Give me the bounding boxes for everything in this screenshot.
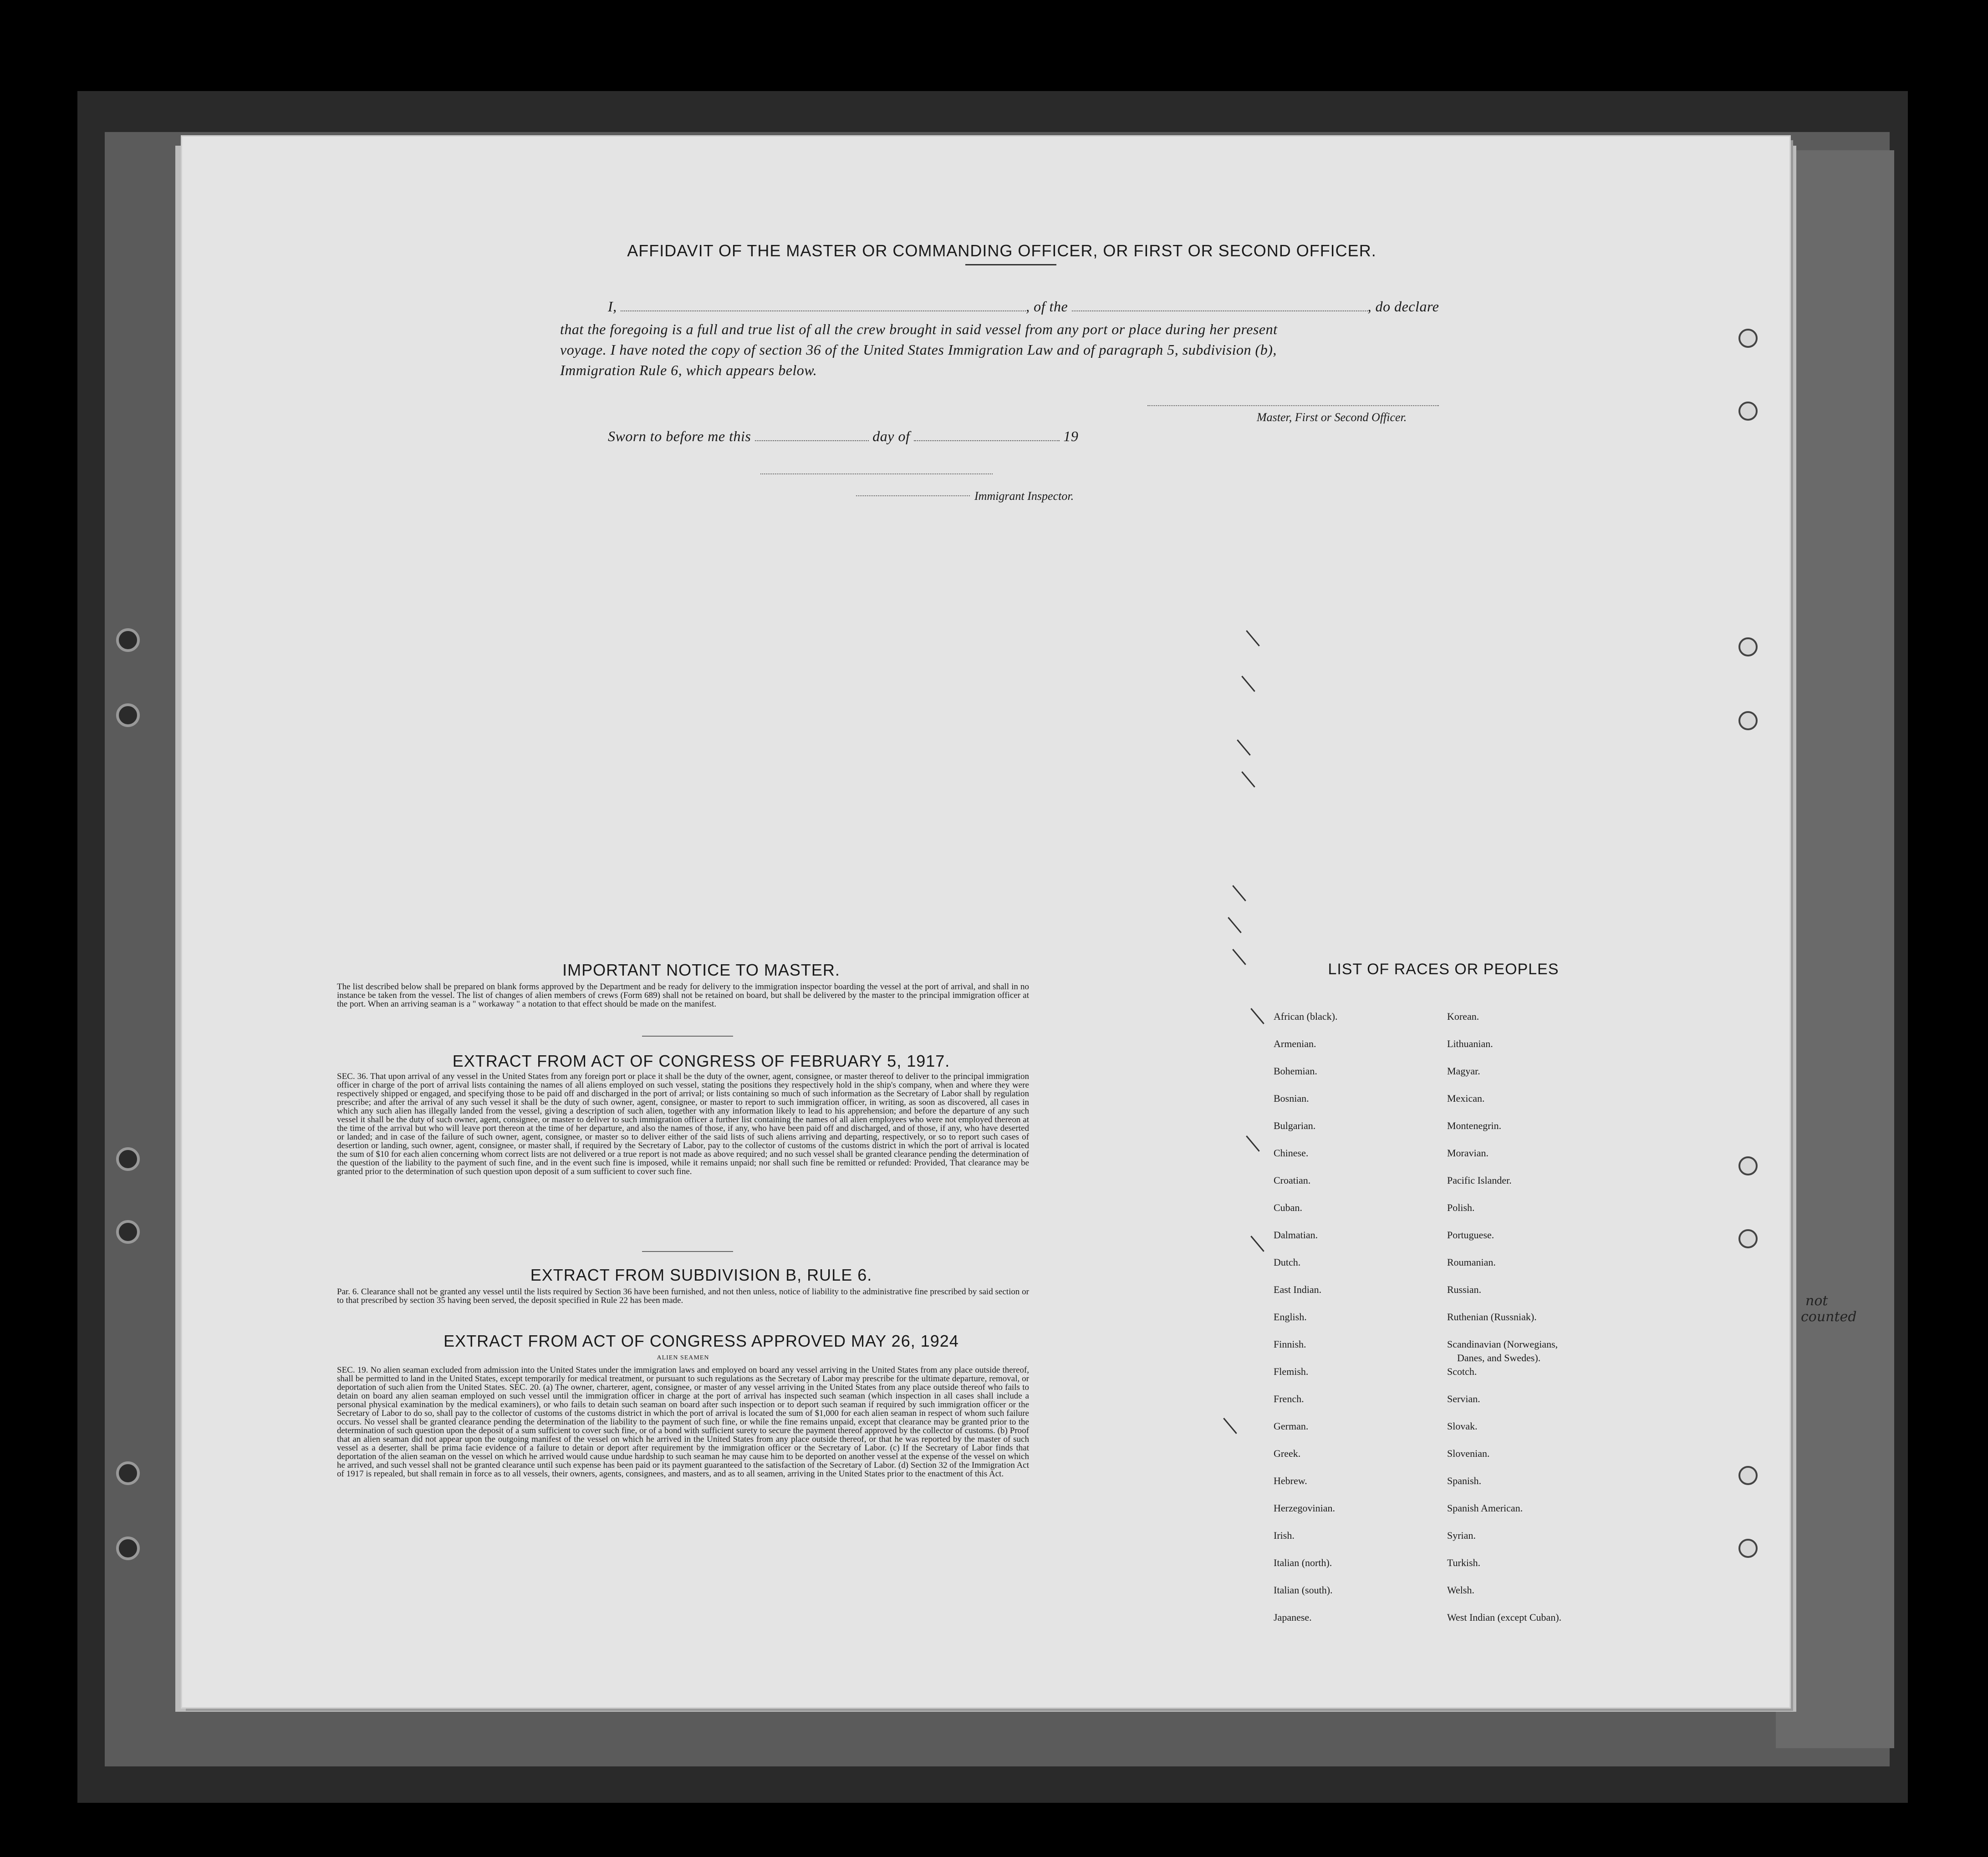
race-item: Bosnian.	[1274, 1093, 1309, 1104]
affidavit-of-the: , of the	[1026, 298, 1068, 315]
race-item: English.	[1274, 1311, 1307, 1323]
master-signature-line[interactable]	[1147, 405, 1439, 406]
binder-hole	[116, 1461, 140, 1485]
race-item: Scotch.	[1447, 1366, 1477, 1377]
rule6-body: Par. 6. Clearance shall not be granted any vessel until the lists required by Section 36 have been furnished, and not then unless, notice of liability to the administrative fine prescribed by said section or to that prescribed by section 35 having been served, the deposit specified in Rule 22 has been made.	[337, 1287, 1029, 1305]
race-item: Moravian.	[1447, 1147, 1489, 1159]
affidavit-title: AFFIDAVIT OF THE MASTER OR COMMANDING OFFICER, OR FIRST OR SECOND OFFICER.	[627, 241, 1376, 260]
affidavit-declare: , do declare	[1367, 298, 1439, 315]
master-name-field[interactable]	[621, 310, 1026, 311]
race-item: Roumanian.	[1447, 1257, 1496, 1268]
race-item: Flemish.	[1274, 1366, 1309, 1377]
race-item: Dutch.	[1274, 1257, 1301, 1268]
race-item: Turkish.	[1447, 1557, 1481, 1568]
race-item: Italian (south).	[1274, 1584, 1333, 1596]
race-item: Slovak.	[1447, 1420, 1478, 1432]
race-item: French.	[1274, 1393, 1304, 1404]
race-item: Korean.	[1447, 1011, 1479, 1022]
race-item: Bulgarian.	[1274, 1120, 1316, 1131]
sworn-day-of: day of	[872, 428, 910, 444]
punch-hole	[1738, 1229, 1758, 1248]
race-item: German.	[1274, 1420, 1309, 1432]
extract-1917-heading: EXTRACT FROM ACT OF CONGRESS OF FEBRUARY 5, 1917.	[452, 1052, 950, 1070]
race-item: Finnish.	[1274, 1338, 1306, 1350]
race-item: Spanish American.	[1447, 1502, 1523, 1514]
race-item: Cuban.	[1274, 1202, 1302, 1213]
affidavit-line-3: voyage. I have noted the copy of section 36 of the United States Immigration Law and of paragraph 5, subdivision (b),	[560, 341, 1277, 358]
binder-hole	[116, 703, 140, 727]
race-item: Danes, and Swedes).	[1457, 1352, 1541, 1363]
race-item: Hebrew.	[1274, 1475, 1307, 1486]
extract-1924-heading: EXTRACT FROM ACT OF CONGRESS APPROVED MAY 26, 1924	[443, 1332, 959, 1350]
race-item: Spanish.	[1447, 1475, 1482, 1486]
punch-hole	[1738, 711, 1758, 730]
sworn-year: 19	[1063, 428, 1079, 444]
race-item: African (black).	[1274, 1011, 1338, 1022]
race-item: Armenian.	[1274, 1038, 1316, 1049]
sworn-prefix: Sworn to before me this	[608, 428, 751, 444]
race-item: Bohemian.	[1274, 1065, 1317, 1077]
extract-1924-subheading: ALIEN SEAMEN	[657, 1354, 709, 1361]
race-item: Irish.	[1274, 1530, 1295, 1541]
race-item: Croatian.	[1274, 1175, 1311, 1186]
sworn-day-field[interactable]	[755, 440, 869, 441]
notice-heading: IMPORTANT NOTICE TO MASTER.	[562, 961, 840, 979]
sworn-line	[608, 428, 1078, 445]
punch-hole	[1738, 1156, 1758, 1175]
race-item: Welsh.	[1447, 1584, 1474, 1596]
race-item: Scandinavian (Norwegians,	[1447, 1338, 1558, 1350]
affidavit-line-2: that the foregoing is a full and true list of all the crew brought in said vessel from any port or place during her present	[560, 321, 1278, 337]
notice-body: The list described below shall be prepared on blank forms approved by the Department and be ready for delivery to the immigration inspector boarding the vessel at the port of arrival, and shall in no instance be taken from the vessel. The list of changes of alien members of crews (Form 689) shall not be retained on board, but shall be delivered by the master to the principal immigration officer at the port. When an arriving seaman is a " workaway " a notation to that effect should be made on the manifest.	[337, 982, 1029, 1009]
title-underline	[965, 264, 1056, 265]
binder-hole	[116, 1536, 140, 1560]
race-item: Chinese.	[1274, 1147, 1309, 1159]
race-item: East Indian.	[1274, 1284, 1322, 1295]
binder-hole	[116, 1147, 140, 1171]
race-item: Ruthenian (Russniak).	[1447, 1311, 1537, 1323]
extract-1917-body: SEC. 36. That upon arrival of any vessel in the United States from any foreign port or place it shall be the duty of the owner, agent, consignee, or master thereof to deliver to the principal immigration officer in charge of the port of arrival lists containing the names of all aliens employed on such vessel, stating the positions they respectively hold in the ship's company, when and where they were respectively shipped or engaged, and specifying those to be paid off and discharged in the port of arrival; or lists containing so much of such information as the Secretary of Labor shall by regulation prescribe; and after the arrival of any such vessel it shall be the duty of such owner, agent, consignee, or master to report to such immigration officer, in writing, as soon as discovered, all cases in which any such alien has illegally landed from the vessel, giving a description of such alien, together with any information likely to lead to his apprehension; and before the departure of any such vessel it shall be the duty of such owner, agent, consignee, or master to deliver to such immigration officer a further list containing the names of all alien employees who were not employed thereon at the time of the arrival but who will leave port thereon at the time of her departure, and also the names of those, if any, who have been paid off and discharged, and of those, if any, who have deserted or landed; and in case of the failure of such owner, agent, consignee, or master so to deliver either of the said lists of such aliens arriving and departing, respectively, or so to report such cases of desertion or landing, such owner, agent, consignee, or master shall, if required by the Secretary of Labor, pay to the collector of customs of the customs district in which the port of arrival is located the sum of $10 for each alien concerning whom correct lists are not delivered or a true report is not made as above required; and no such vessel shall be granted clearance pending the determination of the question of the liability to the payment of such fine, and in the event such fine is imposed, while it remains unpaid; nor shall such fine be remitted or refunded: Provided, That clearance may be granted prior to the determination of such question upon deposit of a sum sufficient to cover such fine.	[337, 1072, 1029, 1176]
race-item: Pacific Islander.	[1447, 1175, 1512, 1186]
race-item: Italian (north).	[1274, 1557, 1332, 1568]
punch-hole	[1738, 637, 1758, 656]
rule6-heading: EXTRACT FROM SUBDIVISION B, RULE 6.	[530, 1266, 872, 1284]
handwritten-not: not	[1805, 1293, 1828, 1309]
race-item: Mexican.	[1447, 1093, 1485, 1104]
race-item: Portuguese.	[1447, 1229, 1494, 1241]
binder-hole	[116, 628, 140, 652]
affidavit-i: I,	[608, 298, 617, 315]
affidavit-line-1	[608, 298, 1439, 315]
master-label: Master, First or Second Officer.	[1257, 411, 1407, 424]
section-divider	[642, 1036, 733, 1037]
inspector-signature-line[interactable]	[760, 473, 993, 474]
binder-hole	[116, 1220, 140, 1244]
race-item: Polish.	[1447, 1202, 1475, 1213]
race-item: Japanese.	[1274, 1612, 1312, 1623]
section-divider	[642, 1251, 733, 1252]
extract-1924-body: SEC. 19. No alien seaman excluded from admission into the United States under the immigration laws and employed on board any vessel arriving in the United States from any place outside thereof, shall be permitted to land in the United States, except temporarily for medical treatment, or pursuant to such regulations as the Secretary of Labor may prescribe for the ultimate departure, removal, or deportation of such alien from the United States. SEC. 20. (a) The owner, charterer, agent, consignee, or master of any vessel arriving in the United States from any place outside thereof who fails to detain on board any alien seaman employed on such vessel until the immigration officer in charge at the port of arrival has inspected such seaman (which inspection in all cases shall include a personal physical examination by the medical examiners), or who fails to detain such seaman on board after such inspection or to deport such seaman if required by such immigration officer or the Secretary of Labor to do so, shall pay to the collector of customs of the customs district in which the port of arrival is located the sum of $1,000 for each alien seaman in respect of whom such failure occurs. No vessel shall be granted clearance pending the determination of the liability to the payment of such fine, or while the fine remains unpaid, except that clearance may be granted prior to the determination of such question upon the deposit of a sum sufficient to cover such fine, or of a bond with sufficient surety to secure the payment thereof approved by the collector of customs. (b) Proof that an alien seaman did not appear upon the outgoing manifest of the vessel on which he arrived in the United States from any place outside thereof, or that he was reported by the master of such vessel as a deserter, shall be prima facie evidence of a failure to detain or deport after requirement by the immigration officer or the Secretary of Labor. (c) If the Secretary of Labor finds that deportation of the alien seaman on the vessel on which he arrived would cause undue hardship to such seaman he may cause him to be deported on another vessel at the expense of the vessel on which he arrived, and such vessel shall not be granted clearance until such expense has been paid or its payment guaranteed to the satisfaction of the Secretary of Labor. (d) Section 32 of the Immigration Act of 1917 is repealed, but shall remain in force as to all vessels, their owners, agents, consignees, and masters, and as to all seamen, arriving in the United States prior to the enactment of this Act.	[337, 1365, 1029, 1479]
race-item: Magyar.	[1447, 1065, 1480, 1077]
race-item: Montenegrin.	[1447, 1120, 1502, 1131]
race-item: Servian.	[1447, 1393, 1480, 1404]
inspector-signature-line-2	[856, 495, 970, 496]
handwritten-counted: counted	[1801, 1309, 1857, 1325]
race-item: Greek.	[1274, 1448, 1301, 1459]
race-item: Russian.	[1447, 1284, 1482, 1295]
race-item: Slovenian.	[1447, 1448, 1490, 1459]
sworn-month-field[interactable]	[914, 440, 1060, 441]
punch-hole	[1738, 1539, 1758, 1558]
punch-hole	[1738, 1466, 1758, 1485]
punch-hole	[1738, 402, 1758, 421]
race-item: Herzegovinian.	[1274, 1502, 1335, 1514]
race-item: Lithuanian.	[1447, 1038, 1493, 1049]
affidavit-line-4: Immigration Rule 6, which appears below.	[560, 362, 817, 378]
race-item: Syrian.	[1447, 1530, 1476, 1541]
race-item: Dalmatian.	[1274, 1229, 1318, 1241]
race-item: West Indian (except Cuban).	[1447, 1612, 1562, 1623]
inspector-label: Immigrant Inspector.	[974, 489, 1074, 503]
vessel-name-field[interactable]	[1072, 310, 1368, 311]
races-heading: LIST OF RACES OR PEOPLES	[1328, 961, 1559, 978]
punch-hole	[1738, 329, 1758, 348]
